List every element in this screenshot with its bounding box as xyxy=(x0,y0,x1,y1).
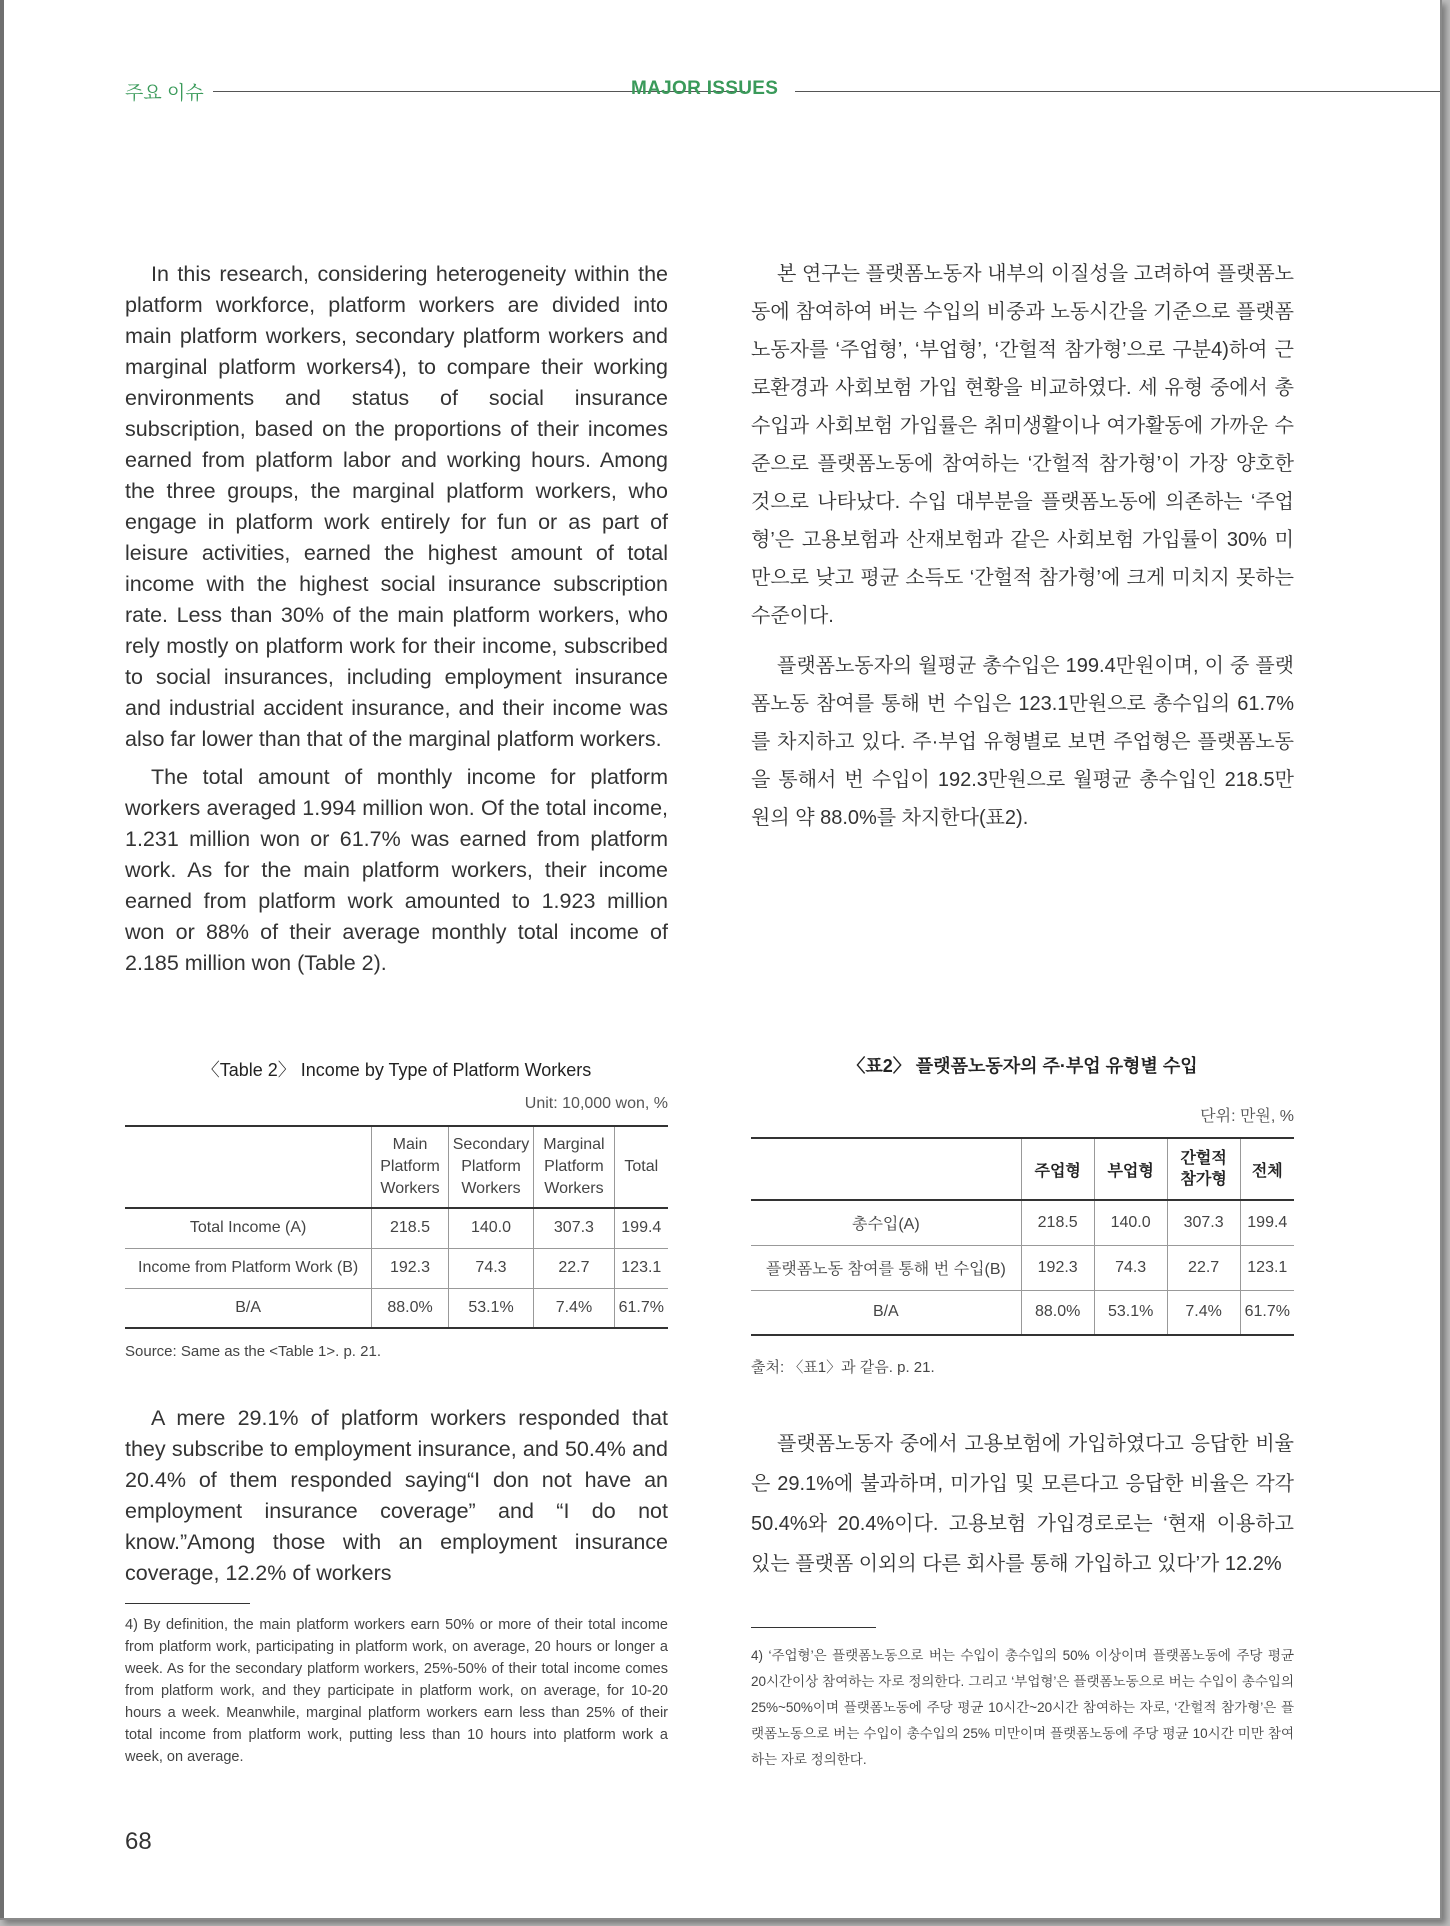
page-number: 68 xyxy=(125,1828,152,1855)
table-cell: 218.5 xyxy=(372,1208,448,1248)
table-header-cell: 전체 xyxy=(1240,1138,1294,1200)
table-cell: 140.0 xyxy=(1094,1200,1167,1245)
table-cell: 140.0 xyxy=(448,1208,534,1248)
table-cell: 88.0% xyxy=(372,1288,448,1328)
footnote-rule xyxy=(125,1603,250,1604)
table-en-caption: 〈Table 2〉 Income by Type of Platform Workers xyxy=(201,1060,592,1080)
korean-body-lower xyxy=(751,1424,1294,1596)
korean-paragraph-3: 플랫폼노동자 중에서 고용보험에 가입하였다고 응답한 비율은 29.1%에 불과하며, 미가입 및 모른다고 응답한 비율은 각각 50.4%와 20.4%이다. 고용보험 가입경로로는 ‘현재 이용하고 있는 플랫폼 이외의 다른 회사를 통해 가입하고 있다’가 12.2% xyxy=(751,1433,1294,1575)
table-header-cell: Main Platform Workers xyxy=(372,1126,448,1208)
table-header-cell: 주업형 xyxy=(1021,1138,1094,1200)
table-cell: 61.7% xyxy=(1240,1290,1294,1335)
table-cell: 53.1% xyxy=(448,1288,534,1328)
table-en-unit: Unit: 10,000 won, % xyxy=(524,1095,668,1112)
table-cell: 192.3 xyxy=(1021,1245,1094,1290)
table-ko-source: 출처: 〈표1〉과 같음. p. 21. xyxy=(751,1359,935,1376)
table-cell: 123.1 xyxy=(1240,1245,1294,1290)
english-paragraph-3: A mere 29.1% of platform workers responded that they subscribe to employment insurance, and 50.4% and 20.4% of them responded saying“I don not have an employment insurance coverage” and “I do not know.”Among those with an employment insurance coverage, 12.2% of workers xyxy=(125,1406,668,1585)
table-cell: 218.5 xyxy=(1021,1200,1094,1245)
korean-body-upper xyxy=(751,255,1294,849)
table-cell: 88.0% xyxy=(1021,1290,1094,1335)
table-cell: B/A xyxy=(872,1303,899,1321)
korean-paragraph-2: 플랫폼노동자의 월평균 총수입은 199.4만원이며, 이 중 플랫폼노동 참여를 통해 번 수입은 123.1만원으로 총수입의 61.7%를 차지하고 있다. 주·부업 유형별로 보면 주업형은 플랫폼노동을 통해서 번 수입이 192.3만원으로 월평균 총수입인 218.5만원의 약 88.0%를 차지한다(표2). xyxy=(751,655,1294,829)
table-en xyxy=(125,1125,668,1329)
table-header-row xyxy=(751,1138,1294,1200)
footnote-rule xyxy=(751,1627,876,1628)
table-row xyxy=(751,1200,1294,1245)
table-cell: Total Income (A) xyxy=(189,1219,307,1237)
english-body-lower xyxy=(125,1403,668,1596)
table-row xyxy=(751,1290,1294,1335)
table-row xyxy=(125,1248,668,1288)
korean-footnote: 4) ‘주업형’은 플랫폼노동으로 버는 수입이 총수입의 50% 이상이며 플랫폼노동에 주당 평균 20시간이상 참여하는 자로 정의한다. 그리고 ‘부업형’은 플랫폼노동으로 버는 수입이 총수입의 25%~50%이며 플랫폼노동에 주당 평균 10시간~20시간 참여하는 자로, ‘간헐적 참가형’은 플랫폼노동으로 버는 수입이 총수입의 25% 미만이며 플랫폼노동에 주당 평균 10시간 미만 참여하는 자로 정의한다. xyxy=(751,1648,1294,1767)
english-body-upper xyxy=(125,259,668,986)
table-header-cell: 부업형 xyxy=(1094,1138,1167,1200)
table-cell: 307.3 xyxy=(534,1208,614,1248)
english-paragraph-2: The total amount of monthly income for platform workers averaged 1.994 million won. Of the total income, 1.231 million won or 61.7% was earned from platform work. As for the main platform workers, their income earned from platform work amounted to 1.923 million won or 88% of their average monthly total income of 2.185 million won (Table 2). xyxy=(125,765,668,975)
table-header-cell: Secondary Platform Workers xyxy=(448,1126,534,1208)
table-cell: 7.4% xyxy=(534,1288,614,1328)
table-cell: 199.4 xyxy=(614,1208,668,1248)
table-cell: 199.4 xyxy=(1240,1200,1294,1245)
running-header xyxy=(125,78,1440,106)
table-header-cell: Marginal Platform Workers xyxy=(534,1126,614,1208)
english-paragraph-1: In this research, considering heterogeneity within the platform workforce, platform workers are divided into main platform workers, secondary platform workers and marginal platform workers4), to compare their working environments and status of social insurance subscription, based on the proportions of their incomes earned from platform labor and working hours. Among the three groups, the marginal platform workers, who engage in platform work entirely for fun or as part of leisure activities, earned the highest amount of total income with the highest social insurance subscription rate. Less than 30% of the main platform workers, who rely mostly on platform work for their income, subscribed to social insurances, including employment insurance and industrial accident insurance, and their income was also far lower than that of the marginal platform workers. xyxy=(125,262,668,751)
header-rule xyxy=(795,91,1440,92)
table-header-cell xyxy=(125,1126,372,1208)
table-header-cell xyxy=(751,1138,1021,1200)
table-cell: 22.7 xyxy=(534,1248,614,1288)
header-english-title: MAJOR ISSUES xyxy=(631,78,779,99)
page-edge xyxy=(0,0,4,1918)
table-header-cell: 간헐적 참가형 xyxy=(1167,1138,1240,1200)
table-cell: 192.3 xyxy=(372,1248,448,1288)
table-row xyxy=(751,1245,1294,1290)
korean-paragraph-1: 본 연구는 플랫폼노동자 내부의 이질성을 고려하여 플랫폼노동에 참여하여 버는 수입의 비중과 노동시간을 기준으로 플랫폼노동자를 ‘주업형’, ‘부업형’, ‘간헐적 참가형’으로 구분4)하여 근로환경과 사회보험 가입 현황을 비교하였다. 세 유형 중에서 총수입과 사회보험 가입률은 취미생활이나 여가활동에 가까운 수준으로 플랫폼노동에 참여하는 ‘간헐적 참가형’이 가장 양호한 것으로 나타났다. 수입 대부분을 플랫폼노동에 의존하는 ‘주업형’은 고용보험과 산재보험과 같은 사회보험 가입률이 30% 미만으로 낮고 평균 소득도 ‘간헐적 참가형’에 크게 미치지 못하는 수준이다. xyxy=(751,263,1294,627)
table-row xyxy=(125,1288,668,1328)
table-cell: 7.4% xyxy=(1167,1290,1240,1335)
table-ko xyxy=(751,1137,1294,1336)
table-header-cell: Total xyxy=(614,1126,668,1208)
table-cell: 22.7 xyxy=(1167,1245,1240,1290)
table-en-source: Source: Same as the <Table 1>. p. 21. xyxy=(125,1343,381,1360)
table-cell: Income from Platform Work (B) xyxy=(138,1259,359,1276)
table-cell: 53.1% xyxy=(1094,1290,1167,1335)
table-cell: 307.3 xyxy=(1167,1200,1240,1245)
table-cell: 플랫폼노동 참여를 통해 번 수입(B) xyxy=(765,1261,1006,1278)
table-header-row xyxy=(125,1126,668,1208)
table-cell: 123.1 xyxy=(614,1248,668,1288)
table-cell: B/A xyxy=(235,1298,262,1316)
table-cell: 총수입(A) xyxy=(851,1216,920,1234)
table-ko-caption: 〈표2〉 플랫폼노동자의 주·부업 유형별 수입 xyxy=(847,1056,1198,1076)
table-row xyxy=(125,1208,668,1248)
table-cell: 74.3 xyxy=(448,1248,534,1288)
table-ko-unit: 단위: 만원, % xyxy=(1200,1108,1294,1125)
table-cell: 74.3 xyxy=(1094,1245,1167,1290)
header-korean-title: 주요 이슈 xyxy=(125,83,204,104)
english-footnote: 4) By definition, the main platform workers earn 50% or more of their total income from platform work, participating in platform work, on average, 20 hours or longer a week. As for the secondary platform workers, 25%-50% of their total income comes from platform work, and they participate in platform work, on average, for 10-20 hours a week. Meanwhile, marginal platform workers earn less than 25% of their total income from platform work, putting less than 10 hours into platform work a week, on average. xyxy=(125,1617,668,1765)
table-cell: 61.7% xyxy=(614,1288,668,1328)
